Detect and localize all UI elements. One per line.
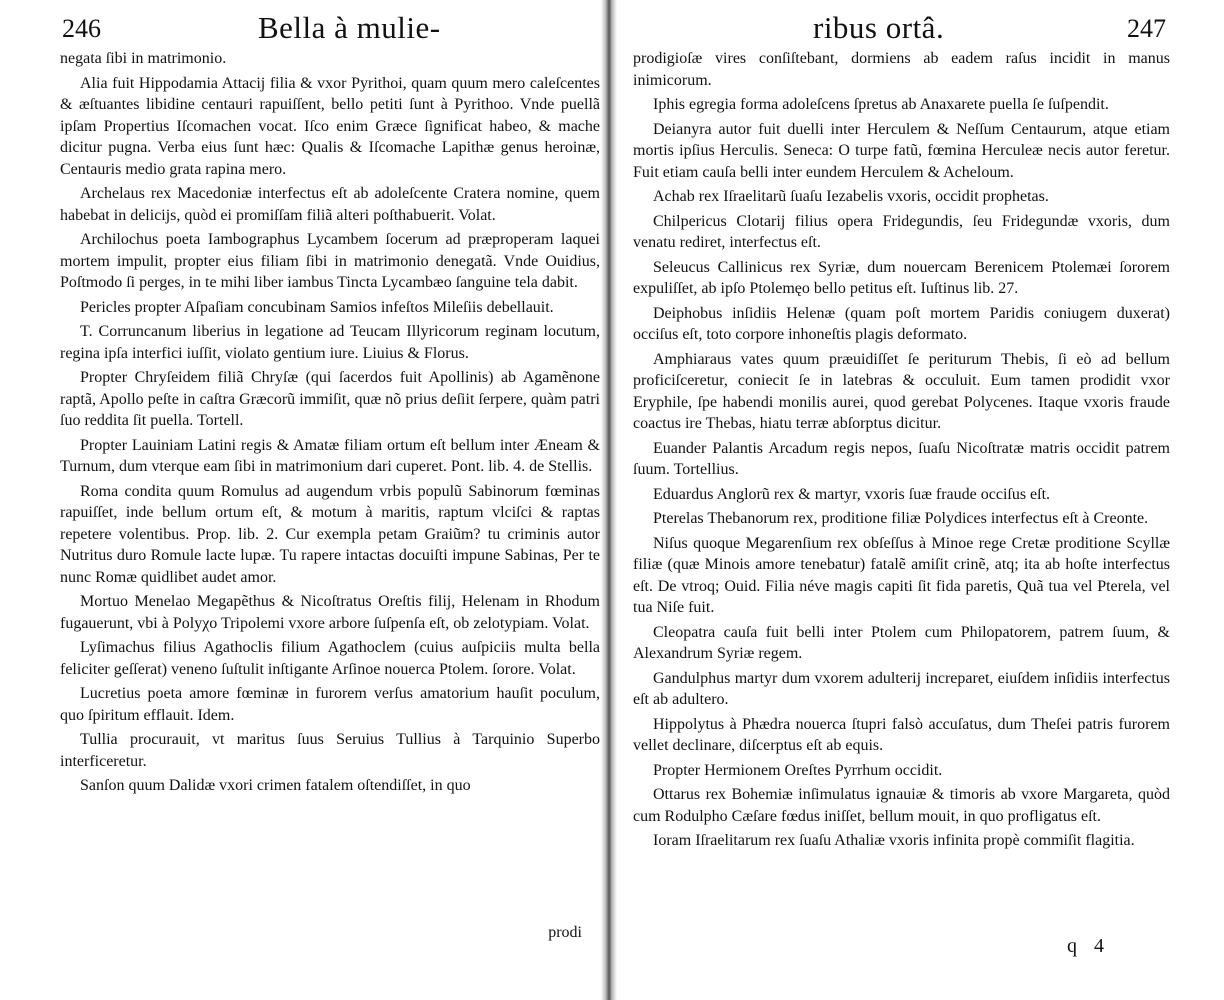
catchword: prodi [548,924,582,941]
paragraph: Lucretius poeta amore fœminæ in furorem verſus amatorium hauſit poculum, quo ſpiritum efflauit. Idem. [60,685,600,724]
paragraph: Ottarus rex Bohemiæ inſimulatus ignauiæ & timoris ab vxore Margareta, quòd cum Rodulpho Cæſare fœdus iniſſet, bellum mouit, in quo profligatus eſt. [633,786,1170,825]
signature-mark: q 4 [1067,935,1110,957]
right-running-head: ribus ortâ. [813,10,945,45]
paragraph: Sanſon quum Dalidæ vxori crimen fatalem oſtendiſſet, in quo [80,777,471,794]
paragraph: negata ſibi in matrimonio. [60,50,227,67]
paragraph: Iphis egregia forma adoleſcens ſpretus ab Anaxarete puella ſe ſuſpendit. [653,96,1109,113]
paragraph: Amphiaraus vates quum præuidiſſet ſe periturum Thebis, ſi eò ad bellum proficiſceretur, coniecit ſe in latebras & occuluit. Eum tamen prodidit vxor Eryphile, ſpe habendi monilis aurei, quod gerebat Polycenes. Itaque vxoris fraude coactus ire Thebas, hiatu terræ abſorptus dicitur. [633,350,1170,432]
paragraph: Seleucus Callinicus rex Syriæ, dum nouercam Berenicem Ptolemæi ſororem expuliſſet, ab ipſo Ptolemęo bello petitus eſt. Iuſtinus lib. 27. [633,258,1170,297]
paragraph: T. Corruncanum liberius in legatione ad Teucam Illyricorum reginam locutum, regina ipſa interfici iuſſit, violato gentium iure. Liuius & Florus. [60,323,600,362]
left-text-body [40,48,600,797]
paragraph: Hippolytus à Phædra nouerca ſtupri falsò accuſatus, dum Theſei patris furorem vellet declinare, diſcerptus eſt ab equis. [633,715,1170,754]
paragraph: Chilpericus Clotarij filius opera Fridegundis, ſeu Fridegundæ vxoris, dum venatu rediret, interfectus eſt. [633,212,1170,251]
paragraph: Mortuo Menelao Megapẽthus & Nicoſtratus Oreſtis filij, Helenam in Rhodum fugauerunt, vbi à Polyχo Tripolemi vxore arbore ſuſpenſa eſt, ob zelotypiam. Volat. [60,593,600,632]
paragraph: Niſus quoque Megarenſium rex obſeſſus à Minoe rege Cretæ proditione Scyllæ filiæ (quæ Minois amore tenebatur) fatalẽ amiſit crinẽ, atq; ita ab hoſte interfectus eſt. De vtroq; Ouid. Filia néve magis capiti ſit fida paretis, Quã tua vel Pterela, vel tua Niſe fuit. [633,534,1170,616]
right-header [625,0,1170,48]
book-gutter [601,0,617,1000]
left-running-head: Bella à mulie- [258,10,441,45]
paragraph: Tullia procurauit, vt maritus ſuus Seruius Tullius à Tarquinio Superbo interficeretur. [60,731,600,770]
right-page [625,0,1170,1000]
left-header [40,0,600,48]
paragraph: Lyſimachus filius Agathoclis filium Agathoclem (cuius auſpiciis multa bella feliciter geſſerat) veneno ſuſtulit inſtigante Arſinoe nouerca Ptolem. ſorore. Volat. [60,639,600,678]
paragraph: Eduardus Anglorũ rex & martyr, vxoris ſuæ fraude occiſus eſt. [653,485,1051,503]
paragraph: Gandulphus martyr dum vxorem adulterij increparet, eiuſdem inſidiis interfectus eſt ab adultero. [633,669,1170,708]
paragraph: Cleopatra cauſa fuit belli inter Ptolem cum Philopatorem, patrem ſuum, & Alexandrum Syriæ regem. [633,623,1170,662]
paragraph: Archilochus poeta Iambographus Lycambem ſocerum ad præproperam laquei mortem impulit, propter eius filiam ſibi in matrimonio denegatã. Vnde Ouidius, Poſtmodo ſi perges, in te mihi liber iambus Tincta Lycambæo ſanguine tela dabit. [60,231,600,291]
paragraph: Deiphobus inſidiis Helenæ (quam poſt mortem Paridis coniugem duxerat) occiſus eſt, toto corpore inhoneſtis plagis deformato. [633,304,1170,343]
paragraph: Roma condita quum Romulus ad augendum vrbis populũ Sabinorum fœminas rapuiſſet, inde bellum ortum eſt, & motum à maritis, raptum vlciſci & raptas repetere volentibus. Prop. lib. 2. Cur exempla petam Graiũm? tu criminis autor Nutritus duro Romule lacte lupæ. Tu rapere intactas docuiſti impune Sabinas, Per te nunc Romæ quidlibet audet amor. [60,482,600,586]
paragraph: Deianyra autor fuit duelli inter Herculem & Neſſum Centaurum, atque etiam mortis ipſius Herculis. Seneca: O turpe fatũ, fœmina Herculeæ necis autor feretur. Fuit etiam cauſa belli inter eundem Herculem & Acheloum. [633,120,1170,181]
paragraph: Euander Palantis Arcadum regis nepos, ſuaſu Nicoſtratæ matris occidit patrem ſuum. Tortellius. [633,439,1170,478]
paragraph: Propter Lauiniam Latini regis & Amatæ filiam ortum eſt bellum inter Æneam & Turnum, dum vterque eam ſibi in matrimonium dari cuperet. Pont. lib. 4. de Stellis. [60,436,600,475]
paragraph: Ioram Iſraelitarum rex ſuaſu Athaliæ vxoris infinita propè commiſit flagitia. [653,832,1135,849]
paragraph: Pericles propter Aſpaſiam concubinam Samios infeſtos Mileſiis debellauit. [80,298,554,316]
paragraph: Propter Hermionem Oreſtes Pyrrhum occidit. [653,761,943,779]
paragraph: Propter Chryſeidem filiã Chryſæ (qui ſacerdos fuit Apollinis) ab Agamẽnone raptã, Apollo peſte in caſtra Græcorũ immiſit, quæ nõ prius deſiit ſerpere, quàm patri ſuo reddita ſit puella. Tortell. [60,369,600,429]
paragraph: Pterelas Thebanorum rex, proditione filiæ Polydices interfectus eſt à Creonte. [653,510,1149,527]
left-page [40,0,600,1000]
paragraph: Achab rex Iſraelitarũ ſuaſu Iezabelis vxoris, occidit prophetas. [653,188,1049,205]
paragraph: Archelaus rex Macedoniæ interfectus eſt ab adoleſcente Cratera nomine, quem habebat in delicijs, quòd ei promiſſam filiã alteri poſthabuerit. Volat. [60,185,600,224]
right-page-number: 247 [1127,14,1166,43]
right-text-body [625,48,1170,852]
paragraph: Alia fuit Hippodamia Attacij filia & vxor Pyrithoi, quam quum mero caleſcentes & æſtuantes libidine centauri rapuiſſent, bello petiti ſunt à Pyrithoo. Vnde puellã ipſam Propertius Iſcomachen vocat. Iſco enim Græce ſignificat habeo, & mache dicitur pugna. Verba eius ſunt hæc: Qualis & Iſcomache Lapithæ genus heroinæ, Centauris medio grata rapina mero. [60,74,600,178]
paragraph: prodigioſæ vires conſiſtebant, dormiens ab eadem raſus incidit in manus inimicorum. [633,50,1170,89]
left-page-number: 246 [62,14,101,43]
